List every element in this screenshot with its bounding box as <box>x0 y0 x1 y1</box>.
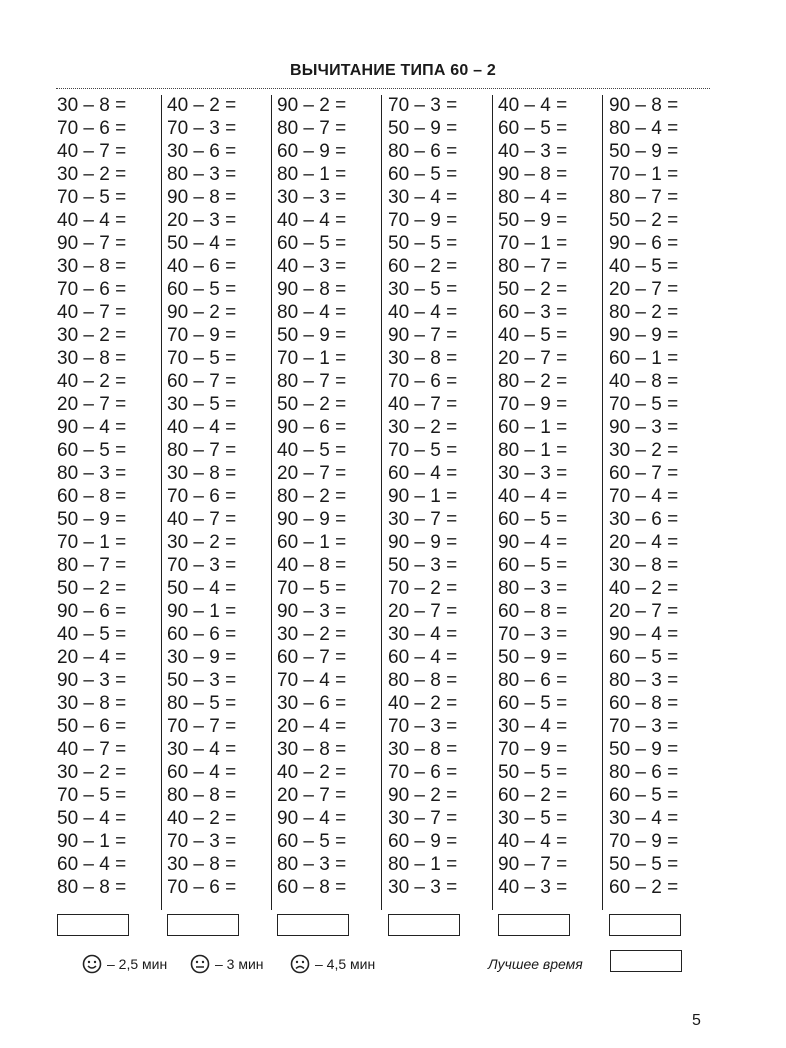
exercise-item: 80 – 7 = <box>498 256 568 277</box>
exercise-item: 90 – 4 = <box>609 624 679 645</box>
exercise-item: 60 – 2 = <box>609 877 679 898</box>
exercise-item: 80 – 7 = <box>609 187 679 208</box>
column-divider <box>492 95 493 910</box>
exercise-item: 70 – 9 = <box>498 739 568 760</box>
exercise-item: 30 – 8 = <box>57 348 127 369</box>
exercise-item: 70 – 1 = <box>498 233 568 254</box>
exercise-item: 90 – 9 = <box>277 509 347 530</box>
exercise-item: 70 – 3 = <box>388 95 458 116</box>
answer-box-col-3[interactable] <box>277 914 349 936</box>
column-divider <box>271 95 272 910</box>
exercise-item: 60 – 5 = <box>498 509 568 530</box>
exercise-item: 30 – 4 = <box>167 739 237 760</box>
exercise-item: 40 – 5 = <box>498 325 568 346</box>
exercise-item: 80 – 8 = <box>388 670 458 691</box>
exercise-item: 30 – 2 = <box>609 440 679 461</box>
exercise-item: 40 – 7 = <box>388 394 458 415</box>
exercise-item: 80 – 6 = <box>498 670 568 691</box>
exercise-item: 40 – 3 = <box>498 877 568 898</box>
exercise-item: 90 – 7 = <box>388 325 458 346</box>
best-time-label: Лучшее время <box>488 956 583 972</box>
exercise-item: 90 – 1 = <box>167 601 237 622</box>
exercise-item: 90 – 9 = <box>388 532 458 553</box>
exercise-item: 20 – 4 = <box>609 532 679 553</box>
exercise-item: 60 – 4 = <box>388 463 458 484</box>
exercise-item: 90 – 4 = <box>57 417 127 438</box>
exercise-item: 20 – 7 = <box>609 601 679 622</box>
exercise-item: 30 – 8 = <box>609 555 679 576</box>
exercise-item: 70 – 5 = <box>57 785 127 806</box>
exercise-item: 80 – 3 = <box>57 463 127 484</box>
exercise-item: 80 – 5 = <box>167 693 237 714</box>
exercise-item: 70 – 6 = <box>57 118 127 139</box>
exercise-item: 40 – 5 = <box>57 624 127 645</box>
exercise-item: 80 – 7 = <box>277 118 347 139</box>
exercise-item: 60 – 5 = <box>388 164 458 185</box>
exercise-item: 40 – 4 = <box>57 210 127 231</box>
exercise-item: 40 – 4 = <box>498 486 568 507</box>
exercise-item: 50 – 3 = <box>388 555 458 576</box>
exercise-item: 40 – 5 = <box>609 256 679 277</box>
exercise-item: 70 – 3 = <box>609 716 679 737</box>
answer-box-col-5[interactable] <box>498 914 570 936</box>
exercise-item: 60 – 8 = <box>498 601 568 622</box>
exercise-item: 40 – 4 = <box>167 417 237 438</box>
exercise-item: 60 – 5 = <box>277 233 347 254</box>
exercise-item: 70 – 5 = <box>167 348 237 369</box>
exercise-item: 30 – 4 = <box>498 716 568 737</box>
exercise-item: 20 – 7 = <box>277 463 347 484</box>
exercise-item: 30 – 8 = <box>57 693 127 714</box>
column-divider <box>381 95 382 910</box>
exercise-item: 70 – 5 = <box>277 578 347 599</box>
exercise-item: 90 – 2 = <box>167 302 237 323</box>
exercise-item: 40 – 2 = <box>167 808 237 829</box>
exercise-item: 50 – 9 = <box>609 739 679 760</box>
exercise-item: 70 – 5 = <box>609 394 679 415</box>
exercise-item: 90 – 7 = <box>57 233 127 254</box>
exercise-item: 50 – 5 = <box>609 854 679 875</box>
exercise-item: 80 – 7 = <box>57 555 127 576</box>
exercise-item: 80 – 1 = <box>498 440 568 461</box>
exercise-item: 40 – 8 = <box>609 371 679 392</box>
exercise-item: 70 – 1 = <box>277 348 347 369</box>
exercise-item: 90 – 7 = <box>498 854 568 875</box>
column-divider <box>161 95 162 910</box>
exercise-item: 30 – 3 = <box>498 463 568 484</box>
page-title: ВЫЧИТАНИЕ ТИПА 60 – 2 <box>290 62 496 79</box>
exercise-item: 40 – 5 = <box>277 440 347 461</box>
exercise-item: 70 – 9 = <box>609 831 679 852</box>
exercise-item: 70 – 6 = <box>167 486 237 507</box>
exercise-item: 70 – 7 = <box>167 716 237 737</box>
exercise-item: 80 – 6 = <box>609 762 679 783</box>
exercise-item: 20 – 4 = <box>57 647 127 668</box>
exercise-item: 70 – 1 = <box>57 532 127 553</box>
exercise-item: 80 – 7 = <box>277 371 347 392</box>
legend-item-slow <box>290 952 375 976</box>
exercise-item: 30 – 5 = <box>388 279 458 300</box>
exercise-item: 40 – 2 = <box>609 578 679 599</box>
exercise-item: 60 – 1 = <box>609 348 679 369</box>
exercise-item: 30 – 2 = <box>388 417 458 438</box>
exercise-item: 40 – 2 = <box>57 371 127 392</box>
exercise-item: 50 – 6 = <box>57 716 127 737</box>
exercise-item: 20 – 7 = <box>388 601 458 622</box>
exercise-item: 30 – 3 = <box>388 877 458 898</box>
legend-text-medium: – 3 мин <box>215 956 264 972</box>
exercise-item: 30 – 4 = <box>388 624 458 645</box>
exercise-item: 20 – 7 = <box>57 394 127 415</box>
exercise-item: 40 – 7 = <box>167 509 237 530</box>
exercise-item: 30 – 8 = <box>388 348 458 369</box>
exercise-item: 30 – 6 = <box>609 509 679 530</box>
exercise-item: 30 – 9 = <box>167 647 237 668</box>
neutral-face-icon <box>190 954 210 974</box>
answer-box-col-6[interactable] <box>609 914 681 936</box>
exercise-item: 60 – 5 = <box>498 555 568 576</box>
legend-item-medium <box>190 952 264 976</box>
smile-face-icon <box>82 954 102 974</box>
exercise-item: 60 – 5 = <box>498 693 568 714</box>
exercise-item: 60 – 7 = <box>277 647 347 668</box>
exercise-item: 90 – 8 = <box>609 95 679 116</box>
exercise-item: 70 – 3 = <box>498 624 568 645</box>
exercise-item: 50 – 4 = <box>57 808 127 829</box>
exercise-item: 40 – 7 = <box>57 739 127 760</box>
exercise-item: 20 – 7 = <box>498 348 568 369</box>
exercise-item: 30 – 2 = <box>57 762 127 783</box>
exercise-item: 20 – 3 = <box>167 210 237 231</box>
exercise-item: 90 – 3 = <box>277 601 347 622</box>
exercise-item: 50 – 2 = <box>498 279 568 300</box>
exercise-item: 80 – 3 = <box>609 670 679 691</box>
exercise-item: 50 – 9 = <box>57 509 127 530</box>
exercise-item: 80 – 3 = <box>167 164 237 185</box>
exercise-item: 30 – 8 = <box>57 95 127 116</box>
exercise-item: 40 – 4 = <box>498 831 568 852</box>
exercise-item: 40 – 3 = <box>277 256 347 277</box>
exercise-item: 60 – 5 = <box>167 279 237 300</box>
exercise-item: 50 – 4 = <box>167 578 237 599</box>
exercise-item: 30 – 4 = <box>388 187 458 208</box>
exercise-item: 40 – 4 = <box>498 95 568 116</box>
exercise-item: 60 – 5 = <box>57 440 127 461</box>
exercise-item: 70 – 4 = <box>277 670 347 691</box>
exercise-item: 70 – 6 = <box>167 877 237 898</box>
exercise-item: 30 – 6 = <box>277 693 347 714</box>
exercise-item: 50 – 9 = <box>498 647 568 668</box>
exercise-item: 80 – 2 = <box>277 486 347 507</box>
exercise-item: 80 – 8 = <box>57 877 127 898</box>
exercise-item: 80 – 3 = <box>498 578 568 599</box>
exercise-item: 60 – 4 = <box>57 854 127 875</box>
answer-box-col-1[interactable] <box>57 914 129 936</box>
exercise-item: 60 – 6 = <box>167 624 237 645</box>
column-divider <box>602 95 603 910</box>
exercise-item: 70 – 2 = <box>388 578 458 599</box>
exercise-item: 60 – 2 = <box>498 785 568 806</box>
answer-box-col-2[interactable] <box>167 914 239 936</box>
exercise-item: 30 – 8 = <box>277 739 347 760</box>
exercise-item: 40 – 2 = <box>277 762 347 783</box>
exercise-item: 80 – 3 = <box>277 854 347 875</box>
exercise-item: 30 – 8 = <box>388 739 458 760</box>
exercise-item: 70 – 6 = <box>57 279 127 300</box>
exercise-item: 60 – 5 = <box>277 831 347 852</box>
exercise-item: 60 – 4 = <box>388 647 458 668</box>
exercise-item: 90 – 3 = <box>609 417 679 438</box>
exercise-item: 50 – 9 = <box>277 325 347 346</box>
exercise-item: 60 – 5 = <box>609 785 679 806</box>
exercise-item: 70 – 9 = <box>498 394 568 415</box>
exercise-item: 90 – 1 = <box>388 486 458 507</box>
exercise-item: 70 – 9 = <box>388 210 458 231</box>
exercise-item: 60 – 3 = <box>498 302 568 323</box>
exercise-item: 30 – 5 = <box>498 808 568 829</box>
exercise-item: 70 – 3 = <box>388 716 458 737</box>
exercise-item: 50 – 2 = <box>609 210 679 231</box>
exercise-item: 90 – 8 = <box>498 164 568 185</box>
exercise-item: 80 – 2 = <box>609 302 679 323</box>
exercise-item: 60 – 8 = <box>57 486 127 507</box>
exercise-item: 80 – 4 = <box>498 187 568 208</box>
exercise-item: 30 – 2 = <box>57 164 127 185</box>
exercise-item: 30 – 8 = <box>167 854 237 875</box>
exercise-item: 20 – 7 = <box>277 785 347 806</box>
exercise-item: 40 – 4 = <box>388 302 458 323</box>
exercise-item: 80 – 8 = <box>167 785 237 806</box>
exercise-item: 30 – 7 = <box>388 509 458 530</box>
exercise-item: 70 – 5 = <box>57 187 127 208</box>
exercise-item: 30 – 8 = <box>57 256 127 277</box>
exercise-item: 50 – 3 = <box>167 670 237 691</box>
exercise-item: 70 – 4 = <box>609 486 679 507</box>
exercise-item: 70 – 1 = <box>609 164 679 185</box>
legend-text-slow: – 4,5 мин <box>315 956 376 972</box>
exercise-item: 30 – 5 = <box>167 394 237 415</box>
exercise-item: 60 – 9 = <box>277 141 347 162</box>
exercise-item: 40 – 2 = <box>388 693 458 714</box>
exercise-item: 50 – 2 = <box>277 394 347 415</box>
exercise-item: 30 – 6 = <box>167 141 237 162</box>
exercise-item: 60 – 7 = <box>609 463 679 484</box>
exercise-item: 60 – 2 = <box>388 256 458 277</box>
exercise-item: 90 – 6 = <box>277 417 347 438</box>
page-number: 5 <box>692 1012 701 1029</box>
exercise-item: 80 – 6 = <box>388 141 458 162</box>
exercise-item: 60 – 9 = <box>388 831 458 852</box>
exercise-item: 90 – 6 = <box>57 601 127 622</box>
exercise-item: 50 – 5 = <box>498 762 568 783</box>
exercise-item: 90 – 8 = <box>167 187 237 208</box>
exercise-item: 60 – 8 = <box>609 693 679 714</box>
exercise-item: 40 – 2 = <box>167 95 237 116</box>
exercise-item: 70 – 3 = <box>167 555 237 576</box>
exercise-item: 80 – 1 = <box>388 854 458 875</box>
exercise-item: 20 – 7 = <box>609 279 679 300</box>
exercise-item: 70 – 3 = <box>167 831 237 852</box>
exercise-item: 50 – 9 = <box>388 118 458 139</box>
exercise-item: 60 – 5 = <box>609 647 679 668</box>
exercise-item: 60 – 4 = <box>167 762 237 783</box>
exercise-item: 30 – 4 = <box>609 808 679 829</box>
exercise-item: 90 – 9 = <box>609 325 679 346</box>
legend-item-fast <box>82 952 167 976</box>
exercise-item: 60 – 7 = <box>167 371 237 392</box>
best-time-box[interactable] <box>610 950 682 972</box>
exercise-item: 90 – 2 = <box>277 95 347 116</box>
exercise-item: 40 – 6 = <box>167 256 237 277</box>
exercise-item: 80 – 1 = <box>277 164 347 185</box>
sad-face-icon <box>290 954 310 974</box>
exercise-item: 40 – 7 = <box>57 141 127 162</box>
exercise-item: 30 – 2 = <box>277 624 347 645</box>
exercise-item: 70 – 3 = <box>167 118 237 139</box>
exercise-item: 60 – 1 = <box>277 532 347 553</box>
exercise-item: 40 – 8 = <box>277 555 347 576</box>
exercise-item: 80 – 7 = <box>167 440 237 461</box>
exercise-item: 50 – 4 = <box>167 233 237 254</box>
exercise-item: 70 – 9 = <box>167 325 237 346</box>
exercise-item: 90 – 4 = <box>277 808 347 829</box>
exercise-item: 50 – 9 = <box>609 141 679 162</box>
exercise-item: 70 – 6 = <box>388 371 458 392</box>
exercise-item: 70 – 5 = <box>388 440 458 461</box>
exercise-item: 60 – 8 = <box>277 877 347 898</box>
exercise-item: 40 – 4 = <box>277 210 347 231</box>
exercise-item: 70 – 6 = <box>388 762 458 783</box>
exercise-item: 90 – 2 = <box>388 785 458 806</box>
answer-box-col-4[interactable] <box>388 914 460 936</box>
exercise-item: 50 – 2 = <box>57 578 127 599</box>
exercise-item: 30 – 2 = <box>57 325 127 346</box>
exercise-item: 90 – 1 = <box>57 831 127 852</box>
exercise-item: 50 – 9 = <box>498 210 568 231</box>
exercise-item: 90 – 8 = <box>277 279 347 300</box>
exercise-item: 40 – 7 = <box>57 302 127 323</box>
exercise-item: 60 – 5 = <box>498 118 568 139</box>
exercise-item: 30 – 2 = <box>167 532 237 553</box>
title-dotted-rule <box>56 88 710 89</box>
exercise-item: 80 – 2 = <box>498 371 568 392</box>
exercise-item: 90 – 6 = <box>609 233 679 254</box>
exercise-item: 50 – 5 = <box>388 233 458 254</box>
exercise-item: 80 – 4 = <box>609 118 679 139</box>
exercise-item: 90 – 3 = <box>57 670 127 691</box>
exercise-item: 80 – 4 = <box>277 302 347 323</box>
exercise-item: 20 – 4 = <box>277 716 347 737</box>
exercise-item: 40 – 3 = <box>498 141 568 162</box>
legend-text-fast: – 2,5 мин <box>107 956 168 972</box>
exercise-item: 60 – 1 = <box>498 417 568 438</box>
exercise-item: 90 – 4 = <box>498 532 568 553</box>
exercise-item: 30 – 7 = <box>388 808 458 829</box>
exercise-item: 30 – 3 = <box>277 187 347 208</box>
exercise-item: 30 – 8 = <box>167 463 237 484</box>
